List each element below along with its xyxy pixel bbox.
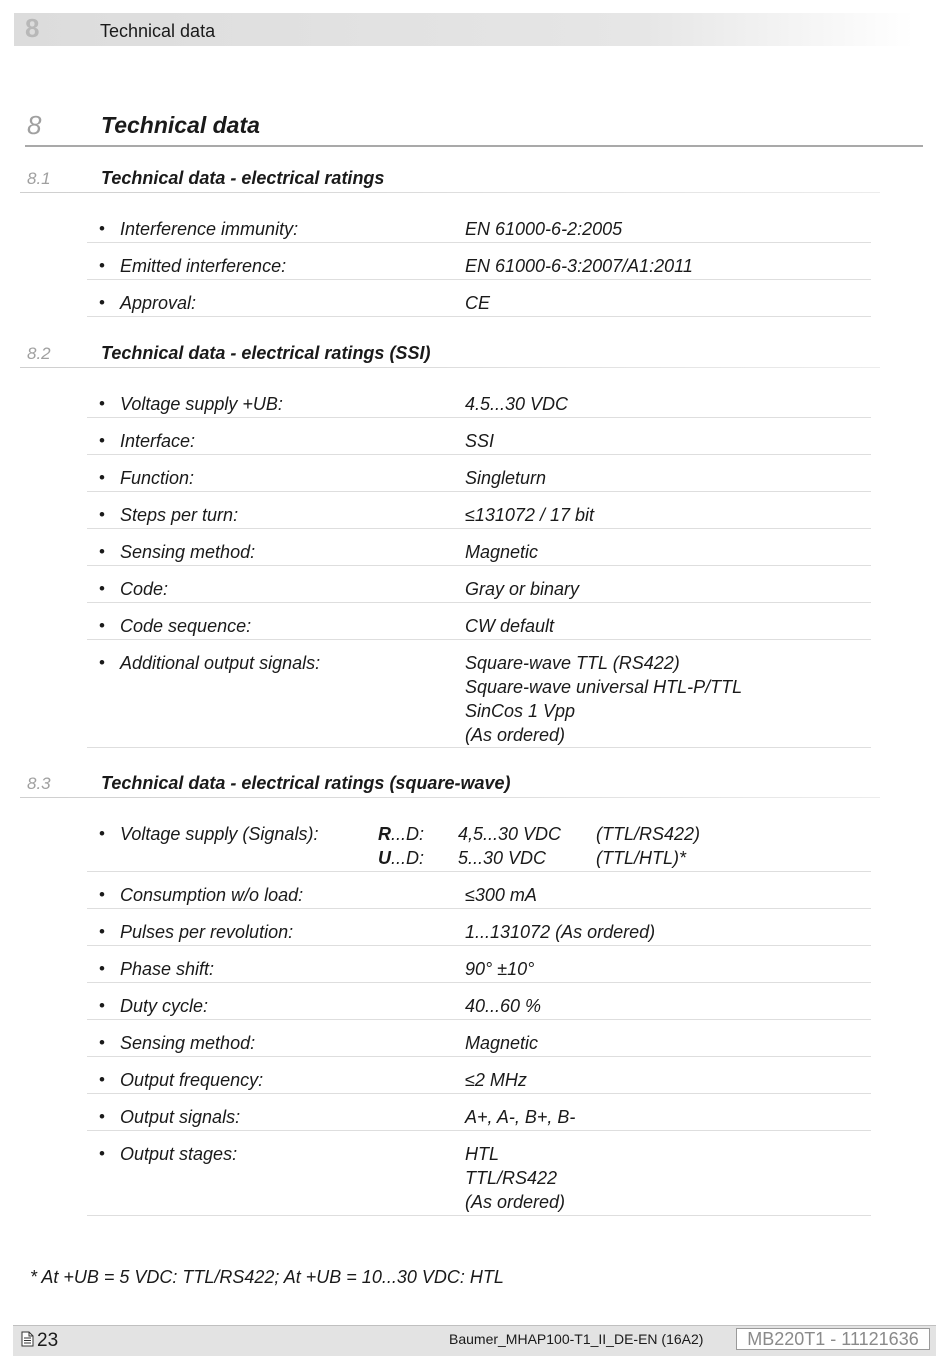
- spec-value: CW default: [465, 616, 555, 636]
- spec-label: Additional output signals:: [120, 653, 321, 673]
- section-title: Technical data - electrical ratings: [101, 168, 385, 188]
- voltage-value: 4,5...30 VDC: [458, 824, 562, 844]
- bullet: •: [99, 1107, 105, 1126]
- voltage-value: 5...30 VDC: [458, 848, 547, 868]
- bullet: •: [99, 542, 105, 561]
- spec-label: Function:: [120, 468, 195, 488]
- header-chapter-number: 8: [25, 13, 40, 43]
- spec-value: ≤300 mA: [465, 885, 537, 905]
- spec-label: Pulses per revolution:: [120, 922, 294, 942]
- chapter-number: 8: [27, 110, 42, 140]
- spec-value: EN 61000-6-2:2005: [465, 219, 623, 239]
- spec-row: [87, 254, 871, 280]
- bullet: •: [99, 505, 105, 524]
- bullet: •: [99, 1033, 105, 1052]
- page-icon: [21, 1331, 34, 1347]
- spec-row: [87, 920, 871, 946]
- spec-label: Approval:: [120, 293, 197, 313]
- spec-row: [87, 291, 871, 317]
- document-code: MB220T1 - 11121636: [736, 1328, 930, 1350]
- spec-value: A+, A-, B+, B-: [465, 1107, 576, 1127]
- spec-value: ≤131072 / 17 bit: [465, 505, 594, 525]
- spec-label: Emitted interference:: [120, 256, 287, 276]
- spec-value: Magnetic: [465, 542, 539, 562]
- spec-value-line: HTL: [465, 1144, 500, 1164]
- spec-value: Singleturn: [465, 468, 547, 488]
- spec-value-line: Square-wave universal HTL-P/TTL: [465, 677, 743, 697]
- spec-row: [87, 1142, 871, 1216]
- spec-label: Consumption w/o load:: [120, 885, 304, 905]
- spec-row: [87, 614, 871, 640]
- spec-value: 1...131072 (As ordered): [465, 922, 656, 942]
- document-name: Baumer_MHAP100-T1_II_DE-EN (16A2): [449, 1331, 704, 1347]
- spec-label: Sensing method:: [120, 1033, 256, 1053]
- spec-value: 90° ±10°: [465, 959, 535, 979]
- spec-value-line: (As ordered): [465, 725, 566, 745]
- spec-row: [87, 1105, 871, 1131]
- bullet: •: [99, 394, 105, 413]
- spec-row: [87, 577, 871, 603]
- spec-value: ≤2 MHz: [465, 1070, 527, 1090]
- spec-value: CE: [465, 293, 491, 313]
- spec-row: [87, 503, 871, 529]
- bullet: •: [99, 959, 105, 978]
- spec-row: [87, 540, 871, 566]
- spec-row: [87, 651, 871, 748]
- page-number: 23: [37, 1330, 59, 1351]
- chapter-divider: [25, 145, 923, 147]
- bullet: •: [99, 579, 105, 598]
- spec-row: [87, 957, 871, 983]
- bullet: •: [99, 885, 105, 904]
- spec-label: Code:: [120, 579, 169, 599]
- spec-row: [87, 883, 871, 909]
- voltage-type: (TTL/RS422): [596, 824, 701, 844]
- spec-row: [87, 466, 871, 492]
- spec-label: Voltage supply +UB:: [120, 394, 283, 414]
- signal-range: U...D:: [378, 848, 425, 868]
- spec-label: Interface:: [120, 431, 196, 451]
- spec-label: Sensing method:: [120, 542, 256, 562]
- spec-row: [87, 217, 871, 243]
- section-divider: [20, 367, 880, 368]
- bullet: •: [99, 256, 105, 275]
- spec-label: Output frequency:: [120, 1070, 264, 1090]
- spec-label: Interference immunity:: [120, 219, 299, 239]
- bullet: •: [99, 468, 105, 487]
- bullet: •: [99, 293, 105, 312]
- section-number: 8.1: [27, 169, 51, 188]
- spec-value: SSI: [465, 431, 495, 451]
- voltage-type: (TTL/HTL)*: [596, 848, 686, 868]
- section-divider: [20, 797, 880, 798]
- bullet: •: [99, 616, 105, 635]
- section-title: Technical data - electrical ratings (SSI): [101, 343, 431, 363]
- spec-value-line: Square-wave TTL (RS422): [465, 653, 680, 673]
- spec-value: 40...60 %: [465, 996, 542, 1016]
- bullet: •: [99, 1144, 105, 1163]
- spec-value-line: (As ordered): [465, 1192, 566, 1212]
- section-title: Technical data - electrical ratings (square-wave): [101, 773, 511, 793]
- bullet: •: [99, 1070, 105, 1089]
- section-number: 8.3: [27, 774, 51, 793]
- section-number: 8.2: [27, 344, 51, 363]
- signal-range: R...D:: [378, 824, 425, 844]
- spec-label: Output signals:: [120, 1107, 241, 1127]
- spec-label: Duty cycle:: [120, 996, 209, 1016]
- spec-row: [87, 994, 871, 1020]
- spec-row: [87, 429, 871, 455]
- spec-label: Voltage supply (Signals):: [120, 824, 319, 844]
- bullet: •: [99, 431, 105, 450]
- spec-value-line: TTL/RS422: [465, 1168, 558, 1188]
- spec-value: Magnetic: [465, 1033, 539, 1053]
- spec-value: 4.5...30 VDC: [465, 394, 569, 414]
- footnote: * At +UB = 5 VDC: TTL/RS422; At +UB = 10...30 VDC: HTL: [30, 1267, 504, 1287]
- spec-row: [87, 392, 871, 418]
- chapter-title: Technical data: [101, 112, 260, 138]
- spec-label: Steps per turn:: [120, 505, 239, 525]
- spec-label: Code sequence:: [120, 616, 252, 636]
- spec-row: [87, 1068, 871, 1094]
- spec-label: Output stages:: [120, 1144, 238, 1164]
- spec-value: Gray or binary: [465, 579, 580, 599]
- header-title: Technical data: [100, 21, 216, 41]
- bullet: •: [99, 996, 105, 1015]
- bullet: •: [99, 824, 105, 843]
- bullet: •: [99, 653, 105, 672]
- spec-value-line: SinCos 1 Vpp: [465, 701, 576, 721]
- spec-row: [87, 1031, 871, 1057]
- spec-value: EN 61000-6-3:2007/A1:2011: [465, 256, 693, 276]
- section-divider: [20, 192, 880, 193]
- spec-label: Phase shift:: [120, 959, 215, 979]
- bullet: •: [99, 922, 105, 941]
- bullet: •: [99, 219, 105, 238]
